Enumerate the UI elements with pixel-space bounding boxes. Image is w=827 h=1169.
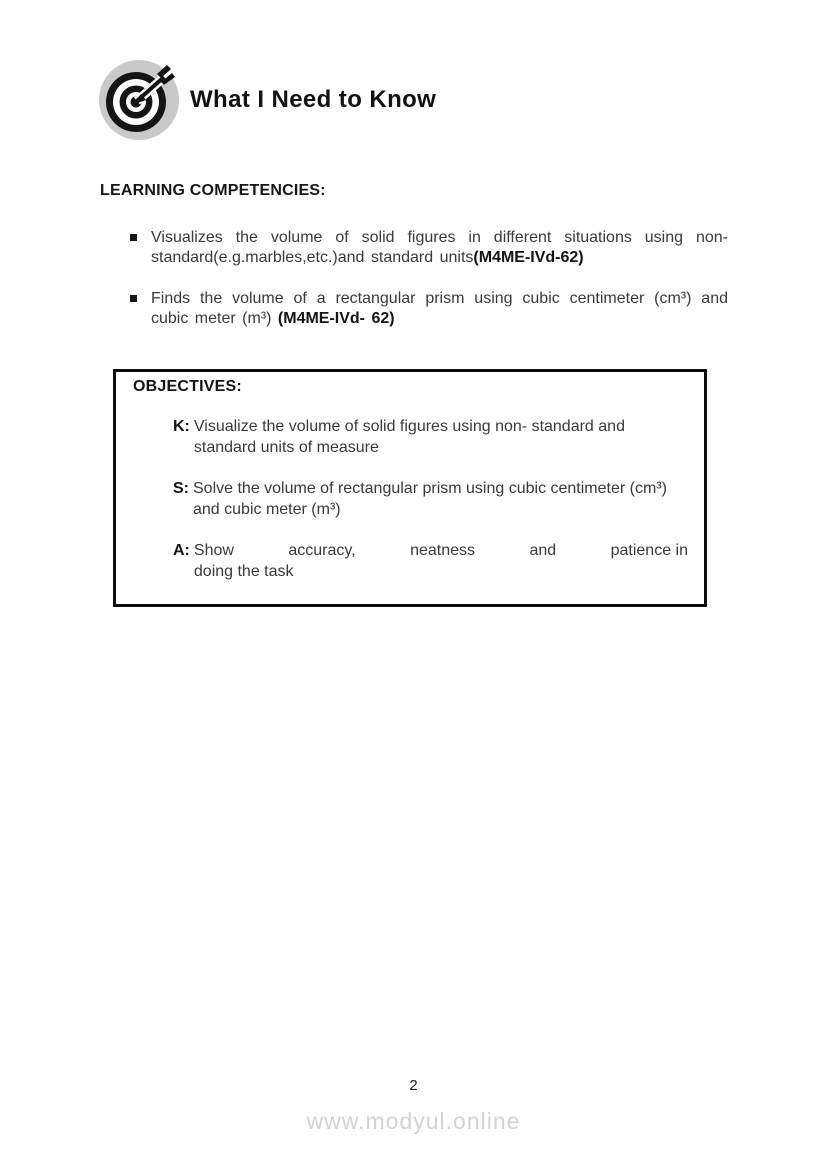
competency-item (130, 289, 728, 329)
objectives-box (113, 369, 707, 607)
competency-text (151, 289, 728, 329)
objective-word: accuracy, (288, 542, 356, 559)
competency-body: Visualizes the volume of solid figures in different situations using non-standard(e.g.marbles,etc.)and standard units (151, 229, 728, 266)
competency-text (151, 228, 728, 268)
objectives-heading: OBJECTIVES: (133, 378, 242, 395)
learning-competencies-heading: LEARNING COMPETENCIES: (100, 182, 326, 199)
objective-item-attitude (173, 541, 688, 582)
objective-attitude-line2: doing the task (193, 562, 294, 580)
objective-text: Solve the volume of rectangular prism using cubic centimeter (cm³) and cubic meter (m³) (193, 480, 667, 518)
objective-label: S: (173, 480, 189, 497)
objective-word: patience in (610, 542, 688, 559)
competency-code: (M4ME-IVd- 62) (277, 310, 395, 327)
objective-text (194, 541, 688, 582)
objective-item-knowledge (173, 417, 688, 458)
objective-text: Visualize the volume of solid figures using non- standard and standard units of measure (193, 418, 625, 456)
bullet-square-icon (130, 295, 137, 302)
objective-label: A: (173, 542, 190, 559)
objective-word: Show (193, 542, 234, 559)
objective-attitude-line1 (194, 541, 688, 562)
bullet-square-icon (130, 234, 137, 241)
watermark: www.modyul.online (306, 1108, 521, 1134)
objective-word: neatness (410, 542, 476, 559)
objective-word: and (529, 542, 557, 559)
objective-item-skill (173, 479, 688, 520)
section-header (97, 58, 436, 142)
objective-label: K: (173, 418, 190, 435)
page-number: 2 (409, 1077, 418, 1094)
page-title: What I Need to Know (190, 86, 437, 113)
target-icon (97, 58, 181, 142)
competency-code: (M4ME-IVd-62) (473, 249, 584, 266)
competency-body: Finds the volume of a rectangular prism using cubic centimeter (cm³) and cubic meter (m³) (151, 290, 728, 327)
competency-item (130, 228, 728, 268)
competency-list (130, 228, 728, 350)
